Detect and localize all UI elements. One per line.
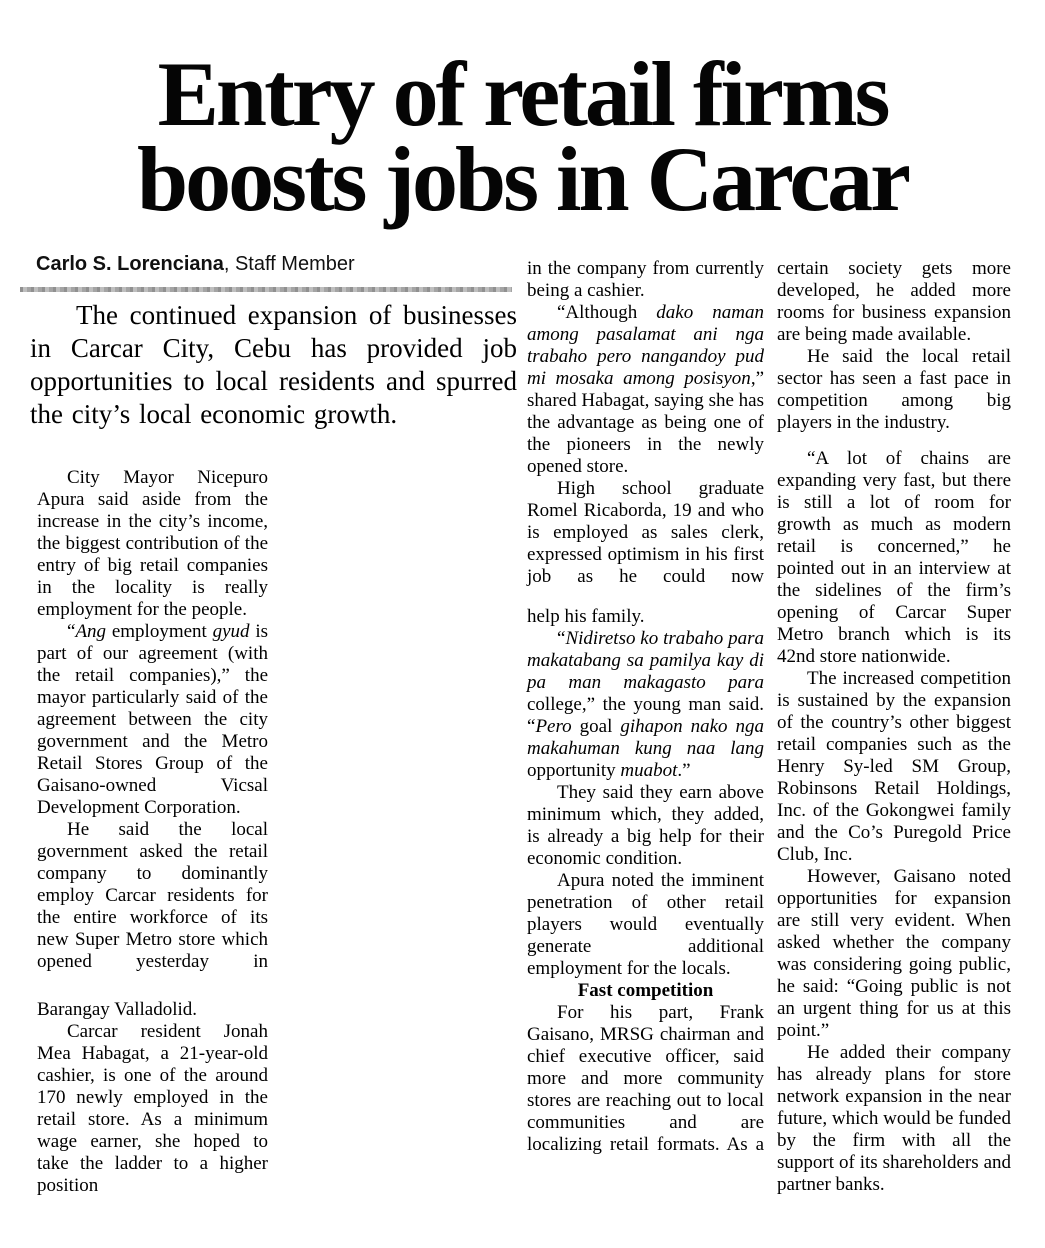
article-paragraph: They said they earn above minimum which, they added, is already a big help for their economic condition. [527, 782, 764, 869]
article-paragraph: Carcar resident Jonah Mea Habagat, a 21-year-old cashier, is one of the around 170 newly employed in the retail store. As a minimum wage earner, she hoped to take the ladder to a higher position [37, 1021, 268, 1196]
article-paragraph: City Mayor Nicepuro Apura said aside from the increase in the city’s income, the biggest contribution of the entry of big retail companies in the locality is really employment for the people. [37, 467, 268, 620]
article-paragraph: However, Gaisano noted opportunities for expansion are still very evident. When asked whether the company was considering going public, he said: “Going public is not an urgent thing for us at this point.” [777, 866, 1011, 1041]
article-paragraph: He added their company has already plans for store network expansion in the near future, which would be funded by the firm with all the support of its shareholders and partner banks. [777, 1042, 1011, 1195]
article-column-2 [527, 258, 764, 1156]
article-paragraph: He said the local government asked the retail company to dominantly employ Carcar residents for the entire workforce of its new Super Metro store which opened yesterday in [37, 819, 268, 972]
article-paragraph: “Nidiretso ko trabaho para makatabang sa pamilya kay di pa man makagasto para college,” the young man said. “Pero goal gihapon nako nga makahuman kung naa lang opportunity muabot.” [527, 628, 765, 781]
page-title [0, 43, 1045, 230]
lead-paragraph: The continued expansion of businesses in Carcar City, Cebu has provided job opportunities to local residents and spurred the city’s local economic growth. [30, 300, 517, 429]
article-paragraph: He said the local retail sector has seen a fast pace in competition among big players in the industry. [777, 346, 1011, 433]
article-paragraph: in the company from currently being a cashier. [527, 258, 764, 301]
byline [36, 252, 355, 276]
article-paragraph: Apura noted the imminent penetration of other retail players would eventually generate additional employment for the locals. [527, 870, 764, 979]
article-column-1 [37, 467, 268, 1197]
headline-line-2: boosts jobs in Carcar [136, 128, 909, 230]
byline-divider [20, 287, 512, 292]
article-paragraph: High school graduate Romel Ricaborda, 19 and who is employed as sales clerk, expressed optimism in his first job as he could now [527, 478, 764, 587]
article-paragraph: “Although dako naman among pasalamat ani nga trabaho pero nangandoy pud mi mosaka among posisyon,” shared Habagat, saying she has the advantage as being one of the pioneers in the newly opened store. [527, 302, 764, 477]
article-paragraph: “Ang employment gyud is part of our agreement (with the retail companies),” the mayor particularly said of the agreement between the city government and the Metro Retail Stores Group of the Gaisano-owned Vicsal Development Corporation. [37, 621, 268, 818]
byline-role: , Staff Member [223, 253, 355, 275]
article-paragraph: “A lot of chains are expanding very fast, but there is still a lot of room for growth as much as modern retail is concerned,” he pointed out in an interview at the sidelines of the firm’s opening of Carcar Super Metro branch which is its 42nd store nationwide. [777, 448, 1011, 667]
article-paragraph: The increased competition is sustained by the expansion of the country’s other biggest retail companies such as the Henry Sy-led SM Group, Robinsons Retail Holdings, Inc. of the Gokongwei family and the Co’s Puregold Price Club, Inc. [777, 668, 1011, 865]
article-paragraph: Barangay Valladolid. [37, 999, 198, 1020]
article-column-3 [777, 258, 1011, 1196]
article-paragraph: For his part, Frank Gaisano, MRSG chairman and chief executive officer, said more and more community stores are reaching out to local communities and are localizing retail formats. As a [527, 1002, 764, 1155]
article-paragraph: certain society gets more developed, he added more rooms for business expansion are being made available. [777, 258, 1011, 345]
byline-author: Carlo S. Lorenciana [36, 253, 224, 275]
article-paragraph: help his family. [527, 606, 645, 627]
headline-line-1: Entry of retail firms [157, 43, 888, 145]
section-subheading: Fast competition [577, 980, 714, 1001]
